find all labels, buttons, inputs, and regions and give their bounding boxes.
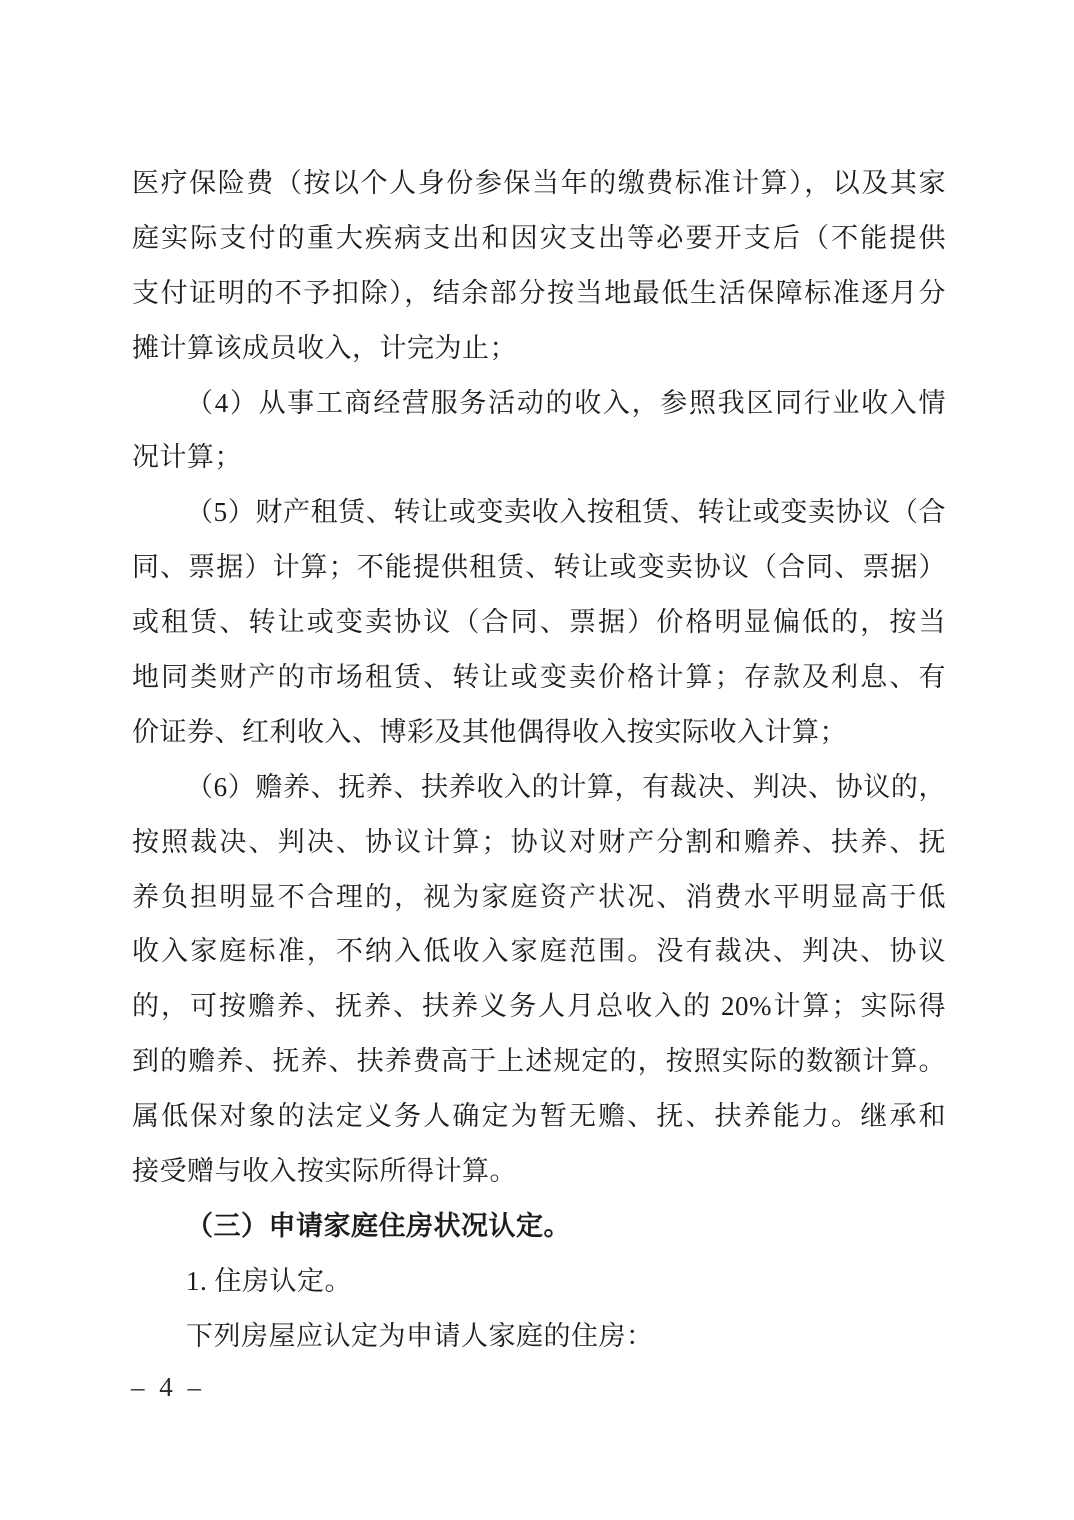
text-line: 或租赁、转让或变卖协议（合同、票据）价格明显偏低的，按当 xyxy=(132,607,946,638)
text-line: （4）从事工商经营服务活动的收入，参照我区同行业收入情 xyxy=(186,387,946,418)
text-line: 支付证明的不予扣除），结余部分按当地最低生活保障标准逐月分 xyxy=(132,277,946,308)
text-line: （6）赡养、抚养、扶养收入的计算，有裁决、判决、协议的， xyxy=(186,771,946,802)
text-line: 的，可按赡养、抚养、扶养义务人月总收入的 20%计算；实际得 xyxy=(132,991,946,1022)
text-line: 摊计算该成员收入，计完为止； xyxy=(132,332,517,363)
text-line: 庭实际支付的重大疾病支出和因灾支出等必要开支后（不能提供 xyxy=(132,222,946,253)
text-line: 1. 住房认定。 xyxy=(186,1265,352,1296)
page-number: – 4 – xyxy=(131,1372,205,1402)
text-line: 按照裁决、判决、协议计算；协议对财产分割和赡养、扶养、抚 xyxy=(132,826,946,857)
text-line: （三）申请家庭住房状况认定。 xyxy=(186,1210,571,1241)
text-line: 况计算； xyxy=(132,442,242,473)
text-line: 下列房屋应认定为申请人家庭的住房： xyxy=(186,1320,654,1351)
text-line: 价证券、红利收入、博彩及其他偶得收入按实际收入计算； xyxy=(132,716,847,747)
text-line: 到的赡养、抚养、扶养费高于上述规定的，按照实际的数额计算。 xyxy=(132,1046,946,1077)
text-line: 地同类财产的市场租赁、转让或变卖价格计算；存款及利息、有 xyxy=(132,662,946,693)
text-line: 养负担明显不合理的，视为家庭资产状况、消费水平明显高于低 xyxy=(132,881,946,912)
text-line: 属低保对象的法定义务人确定为暂无赡、抚、扶养能力。继承和 xyxy=(132,1101,946,1132)
text-line: 接受赠与收入按实际所得计算。 xyxy=(132,1156,517,1187)
text-line: 医疗保险费（按以个人身份参保当年的缴费标准计算），以及其家 xyxy=(132,168,946,198)
text-line: （5）财产租赁、转让或变卖收入按租赁、转让或变卖协议（合 xyxy=(186,497,946,528)
text-line: 同、票据）计算；不能提供租赁、转让或变卖协议（合同、票据） xyxy=(132,552,946,583)
text-line: 收入家庭标准，不纳入低收入家庭范围。没有裁决、判决、协议 xyxy=(132,936,946,967)
text-block xyxy=(132,156,946,1364)
